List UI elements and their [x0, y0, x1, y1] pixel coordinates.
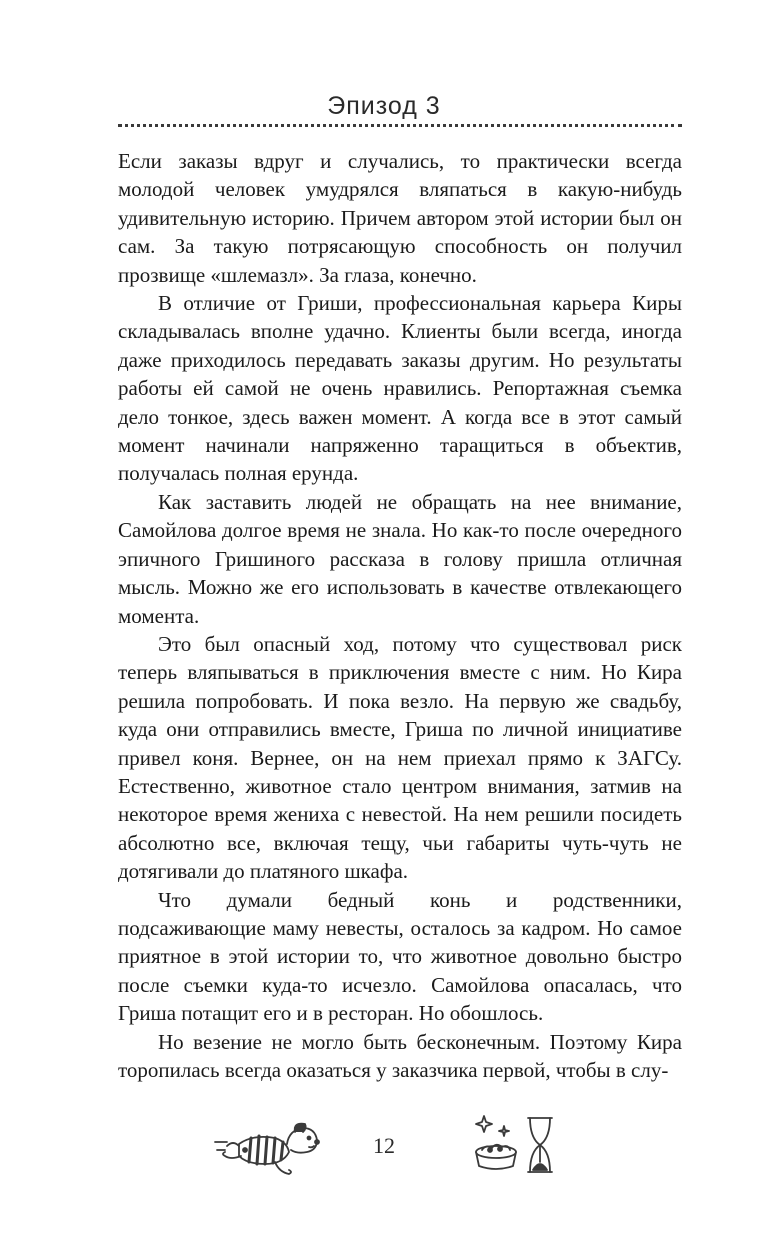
paragraph-1: Если заказы вдруг и случались, то практически всегда молодой человек умудрялся вляпаться в какую-нибудь удивительную историю. Причем автором этой истории был он сам. За такую потрясающую способность он получил прозвище «шлемазл». За глаза, конечно.: [118, 149, 682, 287]
dotted-rule: [118, 124, 682, 127]
paragraph-6: Но везение не могло быть бесконечным. Поэтому Кира торопилась всегда оказаться у заказчика первой, чтобы в слу-: [118, 1029, 682, 1082]
bowl-hourglass-icon: [470, 1112, 560, 1180]
running-head: Эпизод 3: [327, 92, 441, 120]
paragraph-4: Это был опасный ход, потому что существовал риск теперь вляпываться в приключения вместе с ним. Но Кира решила попробовать. И пока везло. На первую же свадьбу, куда они отправились вместе, Гриша по личной инициативе привел коня. Вернее, он на нем приехал прямо к ЗАГСу. Естественно, животное стало центром внимания, затмив на некоторое время жениха с невестой. На нем решили посидеть абсолютно все, включая тещу, чьи габариты чуть-чуть не дотягивали до платяного шкафа.: [118, 631, 682, 884]
page-number: 12: [373, 1133, 395, 1158]
paragraph-2: В отличие от Гриши, профессиональная карьера Киры складывалась вполне удачно. Клиенты были всегда, иногда даже приходилось передавать заказы другим. Но результаты работы ей самой не очень нравились. Репортажная съемка дело тонкое, здесь важен момент. А когда все в этот самый момент начинали напряженно таращиться в объектив, получалась полная ерунда.: [118, 291, 682, 486]
paragraph-3: Как заставить людей не обращать на нее внимание, Самойлова долгое время не знала. Но как-то после очередного эпичного Гришиного рассказа в голову пришла отличная мысль. Можно же его использовать в качестве отвлекающего момента.: [118, 489, 682, 628]
body-text: [118, 147, 682, 1084]
paragraph-5: Что думали бедный конь и родственники, подсаживающие маму невесты, осталось за кадром. Но самое приятное в этой истории то, что животное довольно быстро после съемки куда-то исчезло. Самойлова опасалась, что Гриша потащит его и в ресторан. Но обошлось.: [118, 887, 682, 1026]
running-dog-icon: [213, 1120, 323, 1186]
